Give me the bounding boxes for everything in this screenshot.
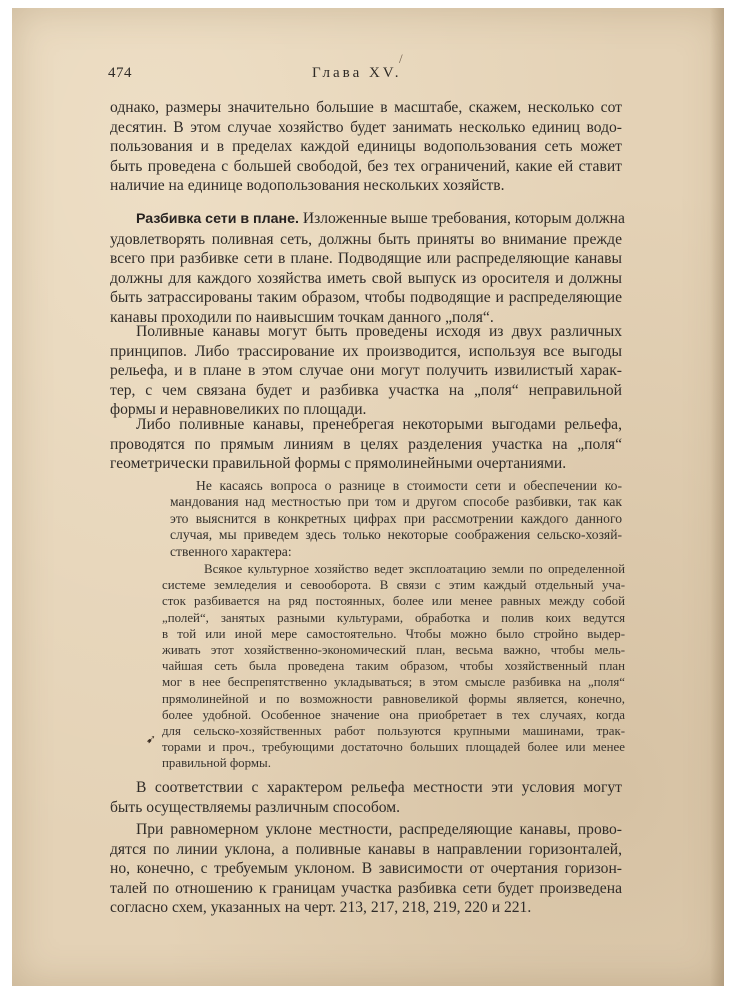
text-line: случая, мы приведем здесь только некоторые соображения сельско-хозяй-	[170, 527, 622, 543]
text-line: однако, размеры значительно большие в масштабе, скажем, несколько сот	[110, 99, 622, 116]
text-line: тер, с чем связана будет и разбивка участка на „поля“ неправильной	[110, 381, 622, 399]
text-line: быть проведена с большей свободой, без тех ограничений, какие ей ставит	[110, 157, 622, 175]
text-line: Всякое культурное хозяйство ведет эксплоатацию земли по определенной	[204, 562, 625, 576]
text-line: При равномерном уклоне местности, распределяющие канавы, прово-	[136, 821, 622, 838]
section-heading: Разбивка сети в плане.	[136, 211, 299, 227]
paragraph-straight-lines	[110, 415, 622, 474]
text-line: быть затрассированы таким образом, чтобы подводящие и распределяющие	[110, 289, 622, 307]
ink-mark-icon: ➹	[146, 732, 157, 746]
text-line: Либо поливные канавы, пренебрегая некоторыми выгодами рельефа,	[136, 416, 622, 433]
text-line: торами и проч., требующими достаточно больших площадей более или менее	[162, 740, 625, 755]
text-line: живать этот хозяйственно-экономический план, весьма важно, чтобы мель-	[162, 643, 625, 658]
text-line: канавы проходили по наивысшим точкам данного „поля“.	[110, 308, 494, 326]
page-header	[12, 51, 724, 87]
text-line: правильной формы.	[162, 756, 271, 771]
text-line: мандования над местностью при том и другом способе разбивки, так как	[170, 494, 622, 510]
text-line: десятин. В этом случае хозяйство будет занимать несколько единиц водо-	[110, 118, 622, 136]
page-edge-shadow	[710, 8, 724, 986]
paragraph-uniform-slope	[110, 820, 622, 918]
text-line: Поливные канавы могут быть проведены исходя из двух различных	[136, 323, 622, 340]
paragraph-continuation	[110, 98, 622, 196]
text-line: чайшая сеть была проведена таким образом, чтобы хозяйственный план	[162, 659, 625, 674]
text-line: согласно схем, указанных на черт. 213, 217, 218, 219, 220 и 221.	[110, 899, 532, 917]
paragraph-accordance	[110, 778, 622, 817]
text-line: более удобной. Особенное значение она приобретает в тех случаях, когда	[162, 707, 625, 722]
text-run: Изложенные выше требования, которым должна	[302, 210, 625, 227]
text-line: системе земледелия и севооборота. В связи с этим каждый отдельный уча-	[162, 578, 625, 593]
text-line: сток разбивается на ряд постоянных, более или менее равных между собой	[162, 594, 625, 609]
page-number: 474	[108, 65, 132, 81]
text-line: принципов. Либо трассирование их производится, используя все выгоды	[110, 342, 622, 360]
text-line: геометрически правильной формы с прямолинейными очертаниями.	[110, 455, 567, 473]
text-line: ственного характера:	[170, 543, 292, 559]
text-line: быть осуществляемы различным способом.	[110, 798, 401, 816]
text-line: рельефа, и в плане в этом случае они могут получить извилистый харак-	[110, 362, 622, 380]
text-line: Не касаясь вопроса о разнице в стоимости сети и обеспечении ко-	[196, 478, 622, 493]
text-line: всего при разбивке сети в плане. Подводящие или распределяющие канавы	[110, 250, 622, 268]
text-line: дятся по линии уклона, а поливные канавы в направлении горизонталей,	[110, 840, 622, 858]
book-page	[12, 8, 724, 986]
text-line: В соответствии с характером рельефа местности эти условия могут	[136, 779, 622, 796]
pencil-mark-icon: /	[399, 51, 403, 66]
running-head: Глава XV.	[312, 65, 402, 81]
text-line: должны для каждого хозяйства иметь свой выпуск из оросителя и должны	[110, 269, 622, 287]
text-line: в той или иной мере самостоятельно. Чтобы можно было стройно выдер-	[162, 626, 625, 641]
text-line: но, конечно, с требуемым уклоном. В зависимости от очертания горизон-	[110, 860, 622, 878]
text-line: мог в нее беспрепятственно укладываться; в этом смысле разбивка на „поля“	[162, 675, 625, 690]
text-line: талей по отношению к границам участка разбивка сети будет произведена	[110, 879, 622, 897]
text-line: наличие на единице водопользования нескольких хозяйств.	[110, 177, 505, 195]
text-line: удовлетворять поливная сеть, должны быть приняты во внимание прежде	[110, 230, 622, 248]
text-line: прямолинейной и по возможности равновеликой формы является, конечно,	[162, 691, 625, 706]
text-line: формы и неравновеликих по площади.	[110, 401, 367, 419]
paragraph-principles	[110, 322, 622, 420]
text-line: это выяснится в конкретных цифрах при рассмотрении каждого данного	[170, 510, 622, 526]
text-line: проводятся по прямым линиям в целях разделения участка на „поля“	[110, 435, 622, 453]
text-line	[110, 209, 625, 230]
text-line: для сельско-хозяйственных работ пользуются крупными машинами, трак-	[162, 724, 625, 739]
paragraph-network-layout	[110, 209, 625, 328]
text-line: „полей“, занятых разными культурами, обработка и полив коих ведутся	[162, 610, 625, 625]
quote-block	[162, 561, 625, 772]
note-paragraph	[110, 478, 622, 560]
text-line: пользования и в пределах каждой единицы водопользования сеть может	[110, 138, 622, 156]
